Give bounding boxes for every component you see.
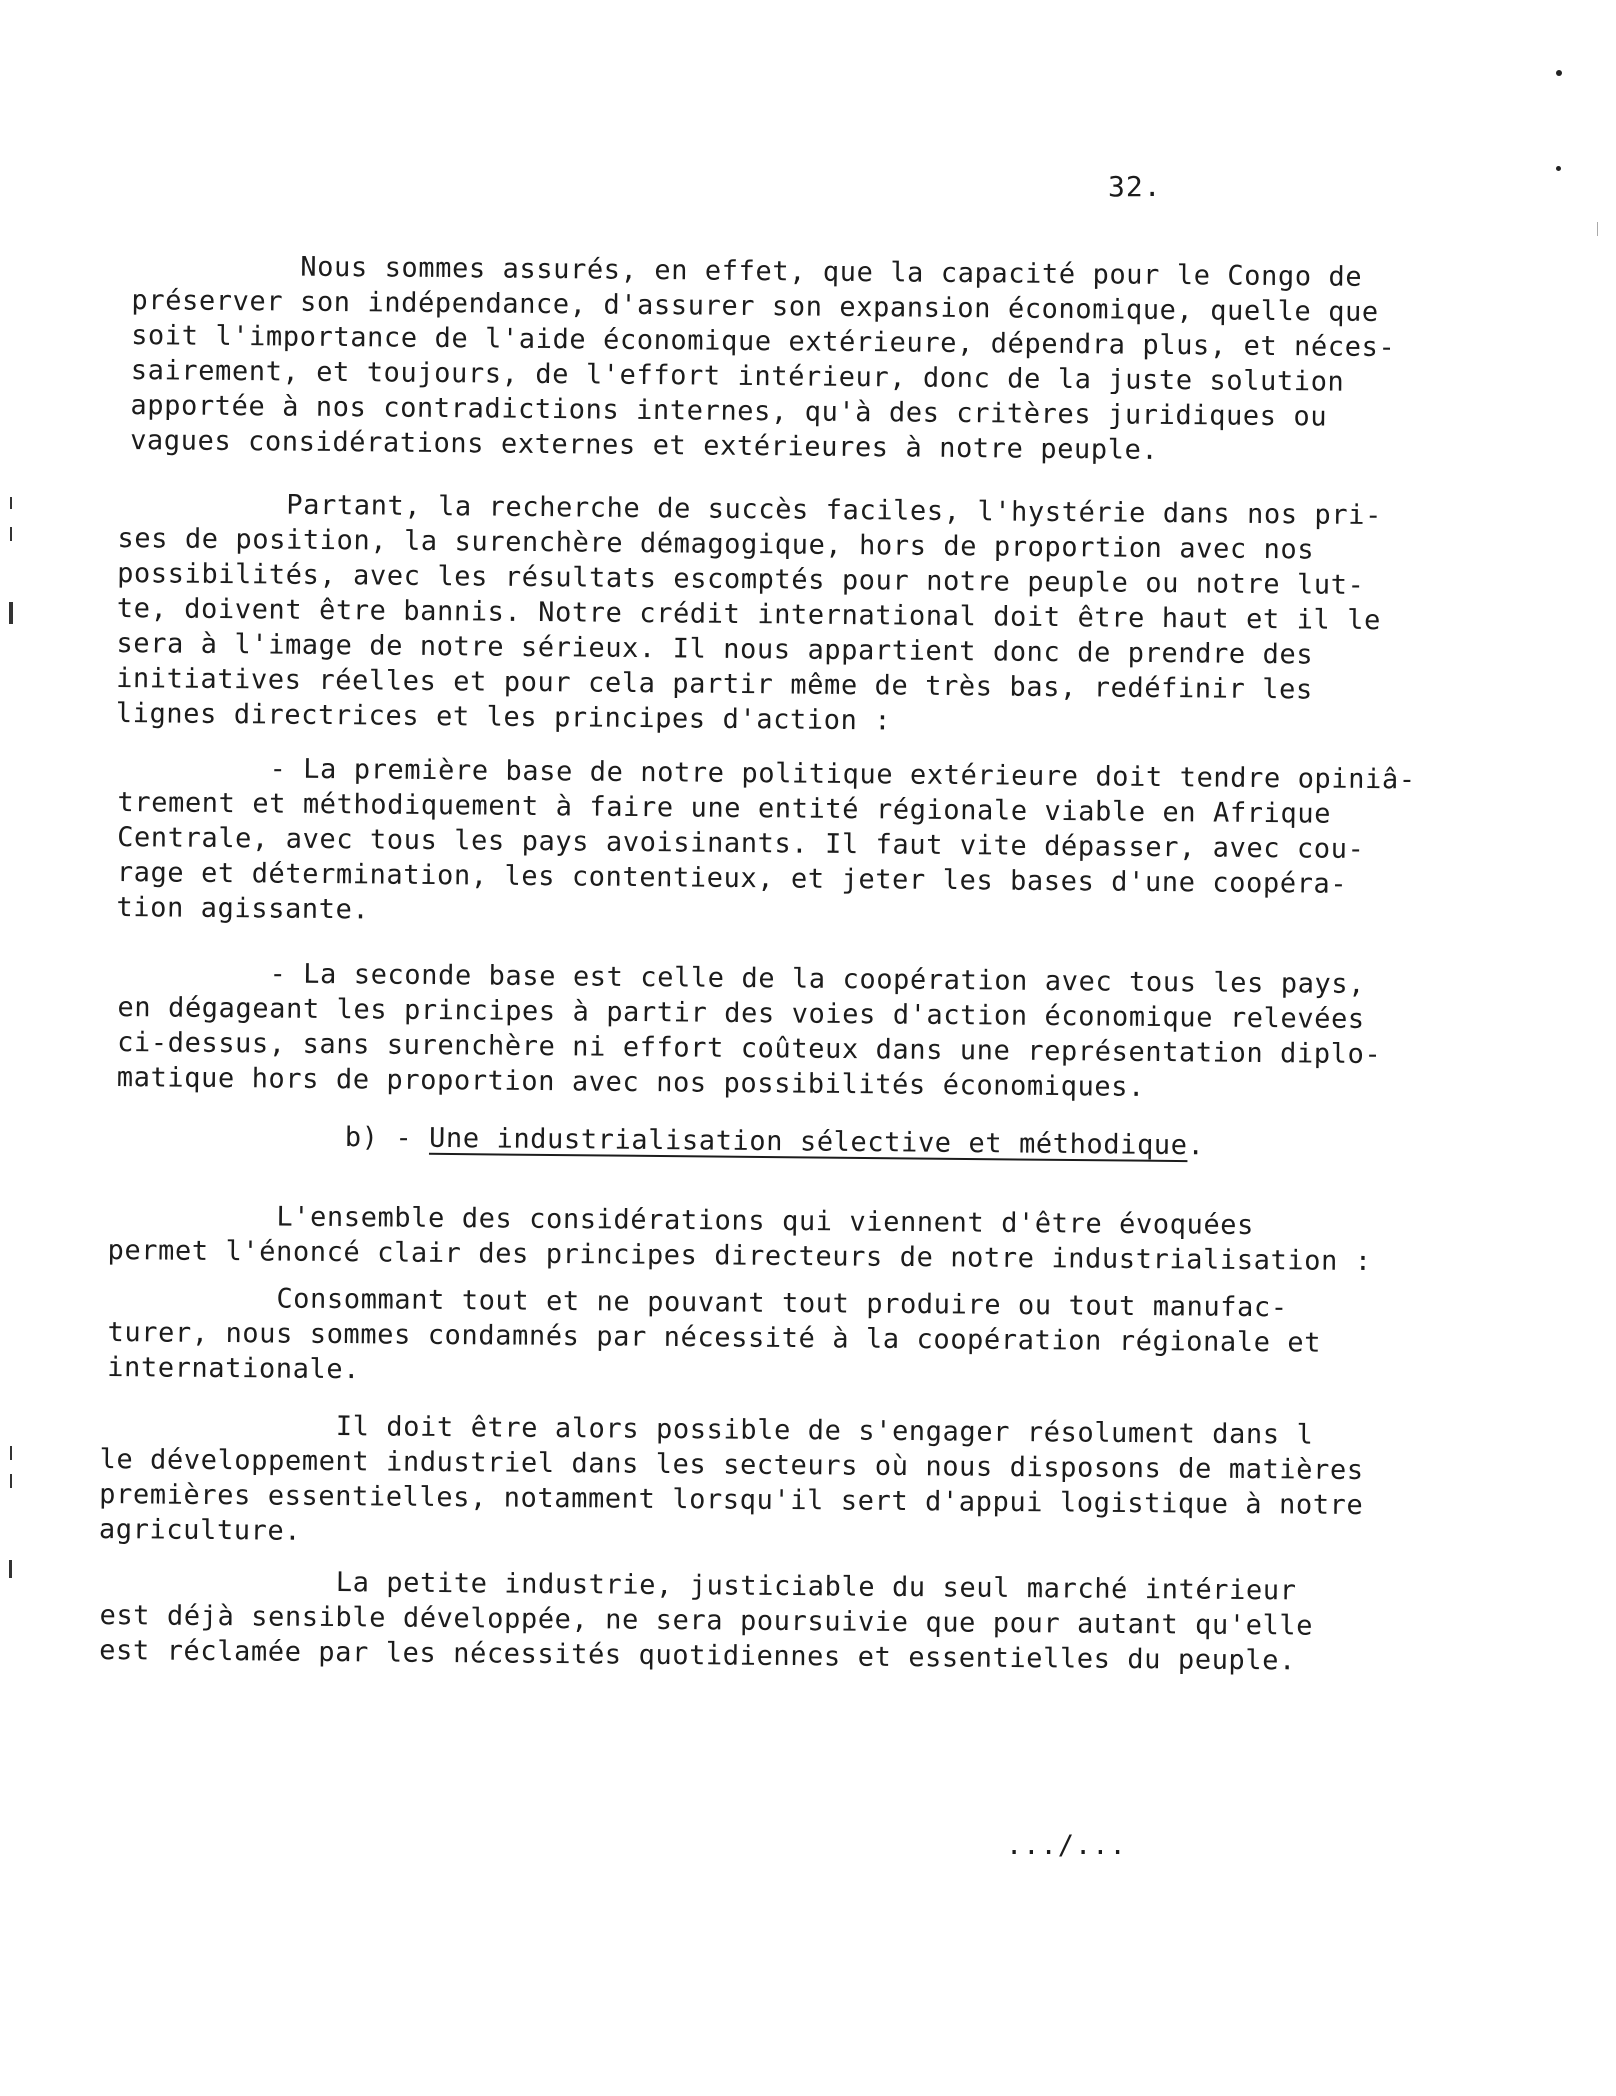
continuation-marker: .../... xyxy=(1006,1830,1127,1861)
margin-mark xyxy=(9,602,13,624)
margin-mark xyxy=(10,497,12,509)
scan-dot xyxy=(1556,166,1561,171)
section-heading xyxy=(345,1122,1205,1161)
scan-dot xyxy=(1556,70,1562,76)
paragraph-partant: Partant, la recherche de succès faciles, l'hystérie dans nos pri- ses de position, la surenchère démagogique, hors de proportion avec nos possibilités, avec les résultats escomptés pour notre peuple ou notre lut- te, doivent être bannis. Notre crédit international doit être haut et il le sera à l'image de notre sérieux. Il nous appartient donc de prendre des initiatives réelles et pour cela partir même de très bas, redéfinir les lignes directrices et les principes d'action : xyxy=(115,487,1383,737)
section-heading-suffix: . xyxy=(1187,1130,1205,1162)
paragraph-petite-industrie: La petite industrie, justiciable du seul marché intérieur est déjà sensible développée, ne sera poursuivie que pour autant qu'elle est réclamée par les nécessités quotidiennes et essentielles du peuple. xyxy=(99,1564,1314,1677)
margin-mark xyxy=(1597,222,1598,236)
section-heading-prefix: b) - xyxy=(344,1122,430,1154)
section-heading-title: Une industrialisation sélective et méthodique xyxy=(428,1122,1188,1162)
margin-mark xyxy=(10,1446,12,1460)
margin-mark xyxy=(10,527,12,541)
paragraph-congo-independence: Nous sommes assurés, en effet, que la capacité pour le Congo de préserver son indépendance, d'assurer son expansion économique, quelle que soit l'importance de l'aide économique extérieure, dépendra plus, et néces- sairement, et toujours, de l'effort intérieur, donc de la juste solution apportée à nos contradictions internes, qu'à des critères juridiques ou vagues considérations externes et extérieures à notre peuple. xyxy=(130,249,1396,466)
margin-mark xyxy=(9,1560,12,1578)
paragraph-developpement-industriel: Il doit être alors possible de s'engager résolument dans l le développement industriel dans les secteurs où nous disposons de matières premières essentielles, notamment lorsqu'il sert d'appui logistique à notre agriculture. xyxy=(98,1408,1364,1547)
paragraph-first-base: - La première base de notre politique extérieure doit tendre opiniâ- trement et méthodiquement à faire une entité régionale viable en Afrique Centrale, avec tous les pays avoisinants. Il faut vite dépasser, avec cou- rage et détermination, les contentieux, et jeter les bases d'une coopéra- tion agissante. xyxy=(116,751,1416,926)
paragraph-considerations: L'ensemble des considérations qui viennent d'être évoquées permet l'énoncé clair des principes directeurs de notre industrialisation : xyxy=(107,1199,1372,1278)
paragraph-second-base: - La seconde base est celle de la coopération avec tous les pays, en dégageant les principes à partir des voies d'action économique relevées ci-dessus, sans surenchère ni effort coûteux dans une représentation diplo- matique hors de proportion avec nos possibilités économiques. xyxy=(116,956,1382,1103)
paragraph-consommant: Consommant tout et ne pouvant tout produire ou tout manufac- turer, nous sommes condamnés par nécessité à la coopération régionale et internationale. xyxy=(107,1281,1322,1386)
margin-mark xyxy=(10,1474,12,1488)
page-number: 32. xyxy=(1108,170,1162,203)
